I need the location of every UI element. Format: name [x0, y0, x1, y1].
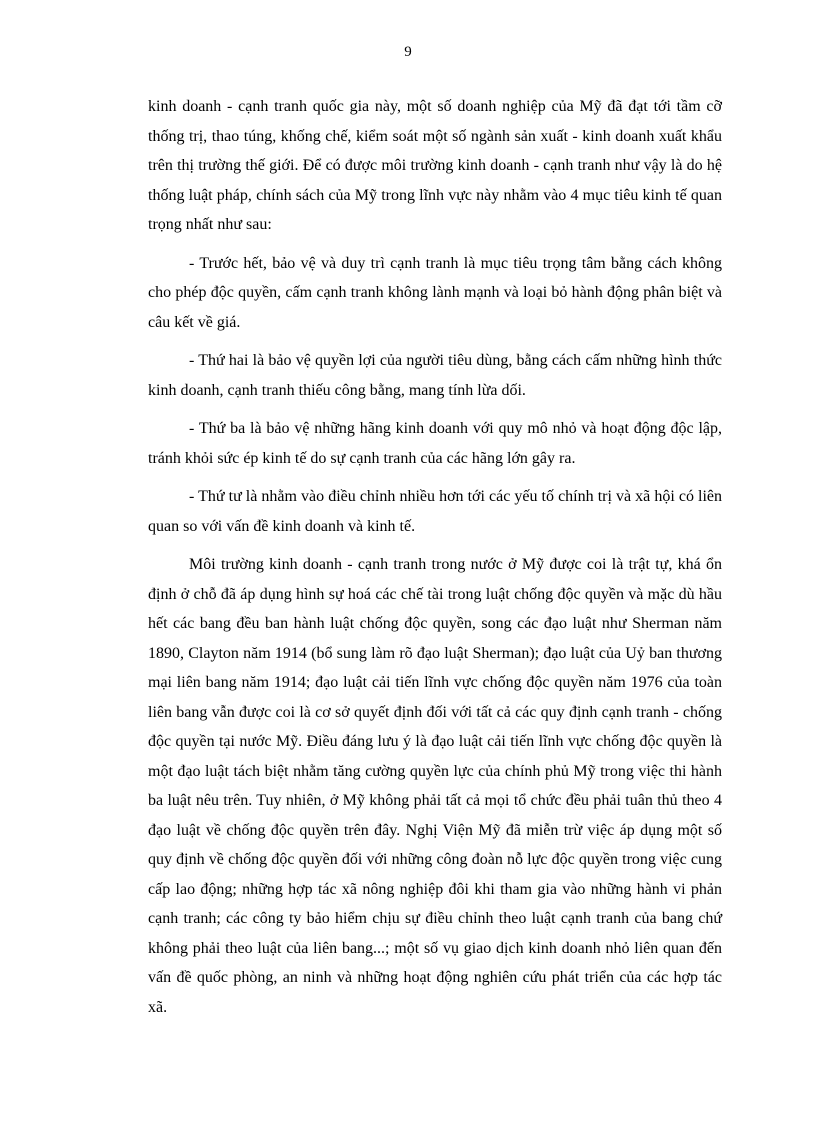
paragraph-continued-intro: kinh doanh - cạnh tranh quốc gia này, một số doanh nghiệp của Mỹ đã đạt tới tầm cỡ thống trị, thao túng, khống chế, kiểm soát một số ngành sản xuất - kinh doanh xuất khẩu trên thị trường thế giới. Để có được môi trường kinh doanh - cạnh tranh như vậy là do hệ thống luật pháp, chính sách của Mỹ trong lĩnh vực này nhằm vào 4 mục tiêu kinh tế quan trọng nhất như sau:: [148, 98, 722, 233]
paragraph-objective-3: - Thứ ba là bảo vệ những hãng kinh doanh với quy mô nhỏ và hoạt động độc lập, tránh khỏi sức ép kinh tế do sự cạnh tranh của các hãng lớn gây ra.: [148, 420, 722, 467]
paragraph-objective-1: - Trước hết, bảo vệ và duy trì cạnh tranh là mục tiêu trọng tâm bằng cách không cho phép độc quyền, cấm cạnh tranh không lành mạnh và loại bỏ hành động phân biệt và câu kết về giá.: [148, 254, 722, 331]
paragraph-domestic-environment: Môi trường kinh doanh - cạnh tranh trong nước ở Mỹ được coi là trật tự, khá ổn định ở chỗ đã áp dụng hình sự hoá các chế tài trong luật chống độc quyền và mặc dù hầu hết các bang đều ban hành luật chống độc quyền, song các đạo luật như Sherman năm 1890, Clayton năm 1914 (bổ sung làm rõ đạo luật Sherman); đạo luật của Uỷ ban thương mại liên bang năm 1914; đạo luật cải tiến lĩnh vực chống độc quyền năm 1976 của toàn liên bang vẫn được coi là cơ sở quyết định đối với tất cả các quy định cạnh tranh - chống độc quyền tại nước Mỹ. Điều đáng lưu ý là đạo luật cải tiến lĩnh vực chống độc quyền là một đạo luật tách biệt nhằm tăng cường quyền lực của chính phủ Mỹ trong việc thi hành ba luật nêu trên. Tuy nhiên, ở Mỹ không phải tất cả mọi tổ chức đều phải tuân thủ theo 4 đạo luật về chống độc quyền trên đây. Nghị Viện Mỹ đã miễn trừ việc áp dụng một số quy định về chống độc quyền đối với những công đoàn nỗ lực độc quyền trong việc cung cấp lao động; những hợp tác xã nông nghiệp đôi khi tham gia vào những hành vi phản cạnh tranh; các công ty bảo hiểm chịu sự điều chỉnh theo luật cạnh tranh của bang chứ không phải theo luật của liên bang...; một số vụ giao dịch kinh doanh nhỏ liên quan đến vấn đề quốc phòng, an ninh và những hoạt động nghiên cứu phát triển của các hợp tác xã.: [148, 556, 722, 1016]
document-body: [148, 92, 722, 1031]
paragraph-objective-2: - Thứ hai là bảo vệ quyền lợi của người tiêu dùng, bằng cách cấm những hình thức kinh doanh, cạnh tranh thiếu công bằng, mang tính lừa dối.: [148, 352, 722, 399]
page-number: 9: [404, 44, 412, 60]
paragraph-objective-4: - Thứ tư là nhằm vào điều chỉnh nhiều hơn tới các yếu tố chính trị và xã hội có liên quan so với vấn đề kinh doanh và kinh tế.: [148, 488, 722, 535]
